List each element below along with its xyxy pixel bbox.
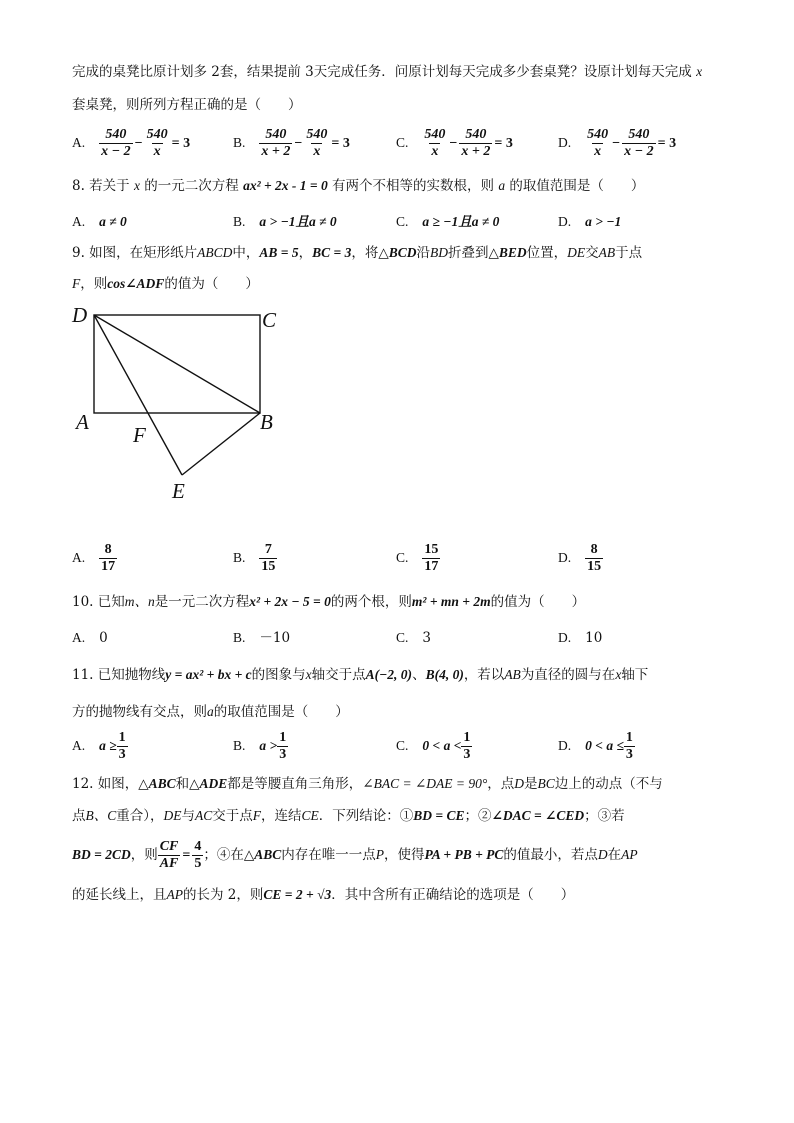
- segment-de: [94, 315, 182, 475]
- q12-conclusion-1: BD = CE: [413, 808, 465, 823]
- q7-frac-1: [422, 127, 447, 160]
- q8-option-text: a ≥ −1且a ≠ 0: [422, 214, 500, 229]
- q12-5: 5: [194, 856, 202, 871]
- q11-option-fraction: [461, 730, 472, 763]
- q11-option-fraction-numerator: 1: [625, 730, 633, 745]
- q7-minus: −: [612, 136, 621, 151]
- q12-t21: 的延长线上，且: [72, 887, 167, 903]
- q12-line3: [72, 838, 638, 873]
- q12-t8: 重合），: [116, 808, 164, 824]
- q8-option-label: C.: [396, 214, 409, 229]
- q10-option-text: 10: [585, 630, 603, 646]
- label-a: A: [76, 410, 89, 434]
- q12-4: 4: [194, 839, 202, 854]
- q12-cf-af-fraction: [158, 839, 181, 872]
- q12-conclusion-2: ∠DAC = ∠CED: [491, 808, 585, 823]
- q11-option-fraction-denominator: 3: [625, 747, 633, 762]
- label-f: F: [133, 423, 146, 447]
- q7-frac-1-numerator: 540: [265, 127, 287, 142]
- q8-text-b: 的一元二次方程: [144, 178, 239, 194]
- q10-option-label: A.: [72, 630, 86, 645]
- q10-t4: 的值为（ ）: [490, 594, 586, 610]
- q8-text-d: 的取值范围是（ ）: [509, 178, 645, 194]
- q9-figure: [68, 300, 308, 510]
- q9-bd: BD: [429, 245, 448, 260]
- q10-expr: m² + mn + 2m: [411, 594, 491, 609]
- q7-frac-2-denominator: x: [153, 144, 161, 159]
- q11-ab: AB: [504, 667, 521, 682]
- q12-t10: 交于点: [212, 808, 253, 824]
- q12-p: P: [375, 847, 385, 862]
- q7-option-label: A.: [72, 135, 86, 150]
- q9-option-fraction: [99, 542, 117, 575]
- q11-x: x: [305, 667, 312, 682]
- q11-t7: 方的抛物线有交点，则: [72, 704, 207, 720]
- q11-option-label: A.: [72, 738, 86, 753]
- q11-sep: 、: [412, 667, 426, 683]
- q7-option-label: D.: [558, 135, 572, 150]
- q7-frac-2-numerator: 540: [146, 127, 168, 142]
- q9-option-label: C.: [396, 550, 409, 565]
- q8-stem: [72, 176, 644, 196]
- q9-ab2: AB: [598, 245, 616, 260]
- q12-t11: ，连结: [261, 808, 302, 824]
- q9-option-fraction: [422, 542, 440, 575]
- q7-frac-2-numerator: 540: [465, 127, 487, 142]
- q7-rhs: = 3: [331, 136, 350, 151]
- q10-t3: 的两个根，则: [330, 594, 412, 610]
- q8-option-a[interactable]: [72, 212, 127, 232]
- q7-frac-2: [304, 127, 329, 160]
- q9-ab: AB = 5: [259, 245, 299, 260]
- q11-option-fraction: [624, 730, 635, 763]
- q10-option-label: D.: [558, 630, 572, 645]
- q7-rhs: = 3: [494, 136, 513, 151]
- q12-t7: 点: [72, 808, 86, 824]
- q7-frac-1: [585, 127, 610, 160]
- q10-option-b[interactable]: [233, 628, 290, 648]
- q11-t2: 的图象与: [251, 667, 306, 683]
- q9-stem-line2: [72, 274, 259, 294]
- q11-point-b: B(4, 0): [425, 667, 464, 682]
- q12-tri-abc-2: △ABC: [243, 847, 282, 862]
- q8-avar: a: [498, 178, 506, 193]
- q12-equals: =: [182, 848, 191, 863]
- q12-bc: BC: [537, 776, 555, 791]
- q8-text-c: 有两个不相等的实数根，则: [332, 178, 495, 194]
- q9-t3: ，将: [351, 245, 379, 261]
- q7-frac-2-denominator: x + 2: [461, 144, 491, 159]
- q7-var-x: x: [696, 64, 703, 79]
- q9-bc: BC = 3: [312, 245, 352, 260]
- q11-option-fraction-denominator: 3: [463, 747, 471, 762]
- q11-stem-line1: [72, 665, 648, 685]
- q7-rhs: = 3: [171, 136, 191, 151]
- q11-t5: 为直径的圆与在: [520, 667, 616, 683]
- q7-frac-1-denominator: x + 2: [261, 144, 291, 159]
- q11-eq: y = ax² + bx + c: [165, 667, 252, 682]
- q12-t16: ；④在: [203, 847, 244, 863]
- q12-de: DE: [163, 808, 182, 823]
- q12-cf: CF: [159, 839, 179, 854]
- q7-minus: −: [449, 136, 458, 151]
- q9-option-fraction-denominator: 15: [261, 559, 276, 574]
- q12-t23: ．其中含所有正确结论的选项是（ ）: [331, 887, 575, 903]
- q7-option-label: C.: [396, 135, 409, 150]
- q9-t1: 9. 如图，在矩形纸片: [72, 245, 198, 261]
- q7-frac-2-denominator: x − 2: [624, 144, 654, 159]
- q12-line2: [72, 806, 625, 826]
- q7-frac-2-denominator: x: [313, 144, 321, 159]
- q11-option-fraction-denominator: 3: [118, 747, 126, 762]
- q7-frac-1-numerator: 540: [105, 127, 127, 142]
- q11-option-label: B.: [233, 738, 246, 753]
- q11-option-d[interactable]: [558, 730, 635, 763]
- q11-option-pre: a >: [259, 738, 278, 753]
- q12-t15: ，则: [130, 847, 158, 863]
- q9-option-fraction-numerator: 7: [264, 542, 272, 557]
- q12-ap: AP: [621, 847, 638, 862]
- q7-option-a[interactable]: [72, 127, 192, 160]
- q12-t17: 内存在唯一一点: [281, 847, 376, 863]
- q9-t2: 中，: [232, 245, 260, 261]
- q9-t9: ，则: [80, 276, 108, 292]
- q12-t18: ，使得: [384, 847, 425, 863]
- q10-stem: [72, 592, 585, 612]
- q8-option-label: B.: [233, 214, 246, 229]
- q9-option-fraction: [585, 542, 603, 575]
- q9-abcd: ABCD: [197, 245, 233, 260]
- q9-t4: 沿: [416, 245, 430, 261]
- q9-tri-bcd: △BCD: [378, 245, 417, 260]
- q10-equation: x² + 2x − 5 = 0: [249, 594, 331, 609]
- q11-option-b[interactable]: [233, 730, 288, 763]
- q10-t1: 10. 已知: [72, 594, 125, 610]
- q9-option-d[interactable]: [558, 542, 603, 575]
- q10-option-text: －10: [259, 630, 291, 646]
- q8-var: x: [133, 178, 140, 193]
- q9-option-label: A.: [72, 550, 86, 565]
- segment-be: [182, 413, 260, 475]
- label-d: D: [72, 303, 88, 327]
- q12-angles: ∠BAC = ∠DAE = 90°: [362, 776, 488, 791]
- q8-option-label: A.: [72, 214, 86, 229]
- q12-t9: 与: [181, 808, 196, 824]
- q8-text-a: 8. 若关于: [72, 178, 130, 194]
- q9-stem-line1: [72, 243, 642, 263]
- q7-option-label: B.: [233, 135, 246, 150]
- q9-option-fraction-denominator: 17: [424, 559, 439, 574]
- q7-option-b[interactable]: [233, 127, 352, 160]
- q7-frac-2-numerator: 540: [306, 127, 328, 142]
- q10-t2: 是一元二次方程: [154, 594, 250, 610]
- q8-option-d[interactable]: [558, 212, 621, 232]
- q7-frac-1-numerator: 540: [587, 127, 609, 142]
- q7-minus: −: [134, 136, 143, 151]
- q10-option-label: B.: [233, 630, 246, 645]
- q11-option-label: D.: [558, 738, 572, 753]
- q9-option-label: D.: [558, 550, 572, 565]
- q11-t8: 的取值范围是（ ）: [213, 704, 349, 720]
- q12-tri-abc: △ABC: [138, 776, 176, 791]
- q12-line4: [72, 885, 574, 905]
- q11-stem-line2: [72, 702, 349, 722]
- q10-option-text: 0: [99, 630, 108, 646]
- q12-ce-value: CE = 2 + √3: [263, 887, 332, 902]
- q12-t3: 都是等腰直角三角形，: [227, 776, 363, 792]
- q12-t12: ．下列结论：①: [318, 808, 414, 824]
- q9-tri-bed: △BED: [488, 245, 527, 260]
- q11-option-fraction-denominator: 3: [279, 747, 287, 762]
- q12-ac: AC: [195, 808, 213, 823]
- q11-x2: x: [615, 667, 622, 682]
- q12-bd-2cd: BD = 2CD: [72, 847, 131, 862]
- q10-option-c[interactable]: [396, 628, 431, 648]
- q11-t1: 11. 已知抛物线: [72, 667, 166, 683]
- q11-option-fraction-numerator: 1: [118, 730, 126, 745]
- q10-option-text: 3: [422, 630, 431, 646]
- q11-t4: ，若以: [463, 667, 505, 683]
- q11-point-a: A(−2, 0): [365, 667, 413, 682]
- q7-frac-1-numerator: 540: [424, 127, 446, 142]
- q10-vars: m、n: [124, 594, 155, 609]
- q11-option-fraction-numerator: 1: [463, 730, 471, 745]
- q9-sep: ，: [298, 245, 313, 261]
- q7-line2: 套桌凳，则所列方程正确的是（ ）: [72, 97, 302, 113]
- q11-a: a: [207, 704, 214, 719]
- q7-frac-2: [622, 127, 655, 160]
- q7-frac-1: [259, 127, 292, 160]
- q12-bc-pts: B、C: [85, 808, 117, 823]
- q12-t22: 的长为 2，则: [183, 887, 264, 903]
- q12-ce: CE: [301, 808, 319, 823]
- q9-de: DE: [567, 245, 586, 260]
- q12-ap2: AP: [166, 887, 183, 902]
- q8-option-text: a > −1: [585, 214, 622, 229]
- q11-option-fraction-numerator: 1: [279, 730, 287, 745]
- q7-frac-1-denominator: x − 2: [101, 144, 131, 159]
- q12-4-5-fraction: [192, 839, 203, 872]
- q9-cos: cos∠ADF: [107, 276, 165, 291]
- q7-minus: −: [294, 136, 303, 151]
- q9-option-fraction-numerator: 8: [104, 542, 112, 557]
- q12-tri-ade: △ADE: [189, 776, 228, 791]
- q11-option-c[interactable]: [396, 730, 472, 763]
- q12-d: D: [514, 776, 525, 791]
- q8-option-text: a > −1且a ≠ 0: [259, 214, 337, 229]
- q12-d2: D: [597, 847, 608, 862]
- q9-t6: 位置，: [526, 245, 568, 261]
- label-c: C: [262, 308, 277, 332]
- q9-option-fraction-numerator: 15: [424, 542, 439, 557]
- q7-frac-1: [99, 127, 132, 160]
- q12-t5: 是: [524, 776, 538, 792]
- q8-option-label: D.: [558, 214, 572, 229]
- q9-option-c[interactable]: [396, 542, 440, 575]
- q12-line1: [72, 774, 663, 794]
- q12-t13: ；②: [464, 808, 492, 824]
- q7-frac-2: [145, 127, 170, 160]
- q9-option-fraction: [259, 542, 277, 575]
- q9-option-b[interactable]: [233, 542, 277, 575]
- q7-frac-2-numerator: 540: [628, 127, 650, 142]
- q7-option-c[interactable]: [396, 127, 515, 160]
- q8-equation: ax² + 2x - 1 = 0: [243, 178, 328, 193]
- q11-option-fraction: [117, 730, 128, 763]
- q11-option-pre: 0 < a ≤: [585, 738, 624, 753]
- q8-option-text: a ≠ 0: [99, 214, 127, 229]
- q9-t10: 的值为（ ）: [164, 276, 259, 292]
- q11-option-pre: 0 < a <: [422, 738, 462, 753]
- q12-t6: 边上的动点（不与: [554, 776, 663, 792]
- q11-option-a[interactable]: [72, 730, 128, 763]
- q7-option-d[interactable]: [558, 127, 678, 160]
- diagonal-bd: [94, 315, 260, 413]
- q11-option-label: C.: [396, 738, 409, 753]
- q9-option-a[interactable]: [72, 542, 117, 575]
- q12-t20: 在: [607, 847, 622, 863]
- q12-af: AF: [159, 856, 179, 871]
- q9-t8: 于点: [615, 245, 643, 261]
- q9-t5: 折叠到: [447, 245, 489, 261]
- label-e: E: [172, 479, 185, 503]
- q9-f: F: [72, 276, 81, 291]
- q11-t6: 轴下: [621, 667, 649, 683]
- q11-t3: 轴交于点: [311, 667, 366, 683]
- q7-line1: [72, 62, 702, 82]
- q9-option-fraction-numerator: 8: [590, 542, 598, 557]
- q8-option-c[interactable]: [396, 212, 499, 232]
- q12-sum: PA + PB + PC: [424, 847, 504, 862]
- q10-option-d[interactable]: [558, 628, 602, 648]
- q7-frac-1-denominator: x: [431, 144, 439, 159]
- q8-option-b[interactable]: [233, 212, 337, 232]
- q10-option-a[interactable]: [72, 628, 108, 648]
- q12-t1: 12. 如图，: [72, 776, 139, 792]
- q9-t7: 交: [585, 245, 599, 261]
- q12-f: F: [252, 808, 262, 823]
- q12-t4: ，点: [487, 776, 515, 792]
- q11-option-fraction: [277, 730, 288, 763]
- q12-t14: ；③若: [584, 808, 625, 824]
- q9-option-fraction-denominator: 17: [101, 559, 116, 574]
- q7-rhs: = 3: [657, 136, 677, 151]
- q12-t19: 的值最小，若点: [503, 847, 598, 863]
- q12-t2: 和: [175, 776, 190, 792]
- q7-text: 完成的桌凳比原计划多 2套，结果提前 3天完成任务．问原计划每天完成多少套桌凳？设原计划每天完成: [72, 64, 692, 80]
- q11-option-pre: a ≥: [99, 738, 117, 753]
- label-b: B: [260, 410, 273, 434]
- q9-option-fraction-denominator: 15: [587, 559, 602, 574]
- q10-option-label: C.: [396, 630, 409, 645]
- q7-frac-1-denominator: x: [594, 144, 602, 159]
- q9-option-label: B.: [233, 550, 246, 565]
- q7-frac-2: [459, 127, 492, 160]
